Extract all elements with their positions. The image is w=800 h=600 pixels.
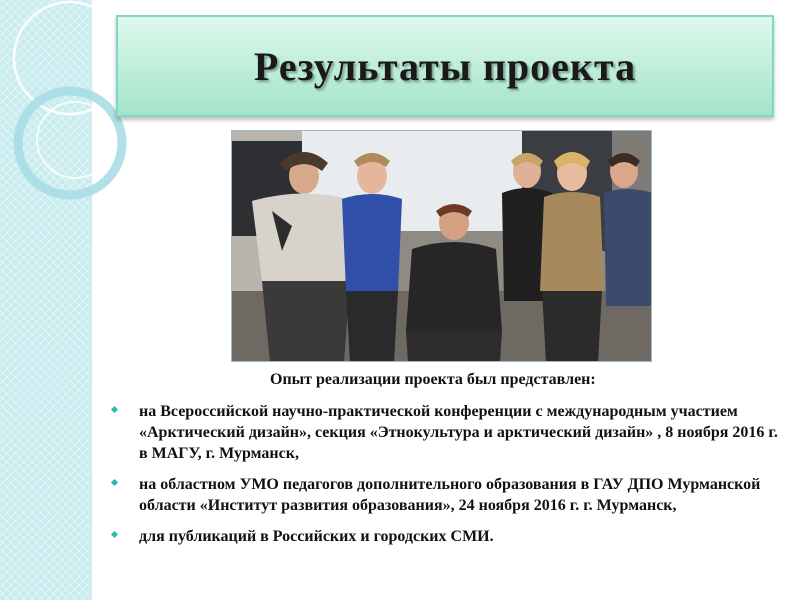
list-item-text: на областном УМО педагогов дополнительного образования в ГАУ ДПО Мурманской области «Институт развития образования», 24 ноября 2016 г. г. Мурманск, xyxy=(139,476,761,514)
bullet-icon xyxy=(111,531,118,538)
slide-title: Результаты проекта xyxy=(253,43,637,89)
list-item xyxy=(112,401,782,464)
list-item-text: на Всероссийской научно-практической конференции с международным участием «Арктический дизайн», секция «Этнокультура и арктический дизайн» , 8 ноября 2016 г. в МАГУ, г. Мурманск, xyxy=(139,403,778,462)
bullet-icon xyxy=(111,479,118,486)
list-item xyxy=(112,474,782,516)
photo-caption: Опыт реализации проекта был представлен: xyxy=(270,371,596,388)
medium-circle-ring xyxy=(18,91,122,195)
list-item-text: для публикаций в Российских и городских СМИ. xyxy=(139,528,494,545)
group-photo xyxy=(231,130,652,362)
title-box xyxy=(116,15,774,117)
bullet-icon xyxy=(111,406,118,413)
large-circle-ring xyxy=(14,2,126,114)
list-item xyxy=(112,526,782,547)
results-list xyxy=(112,401,782,557)
